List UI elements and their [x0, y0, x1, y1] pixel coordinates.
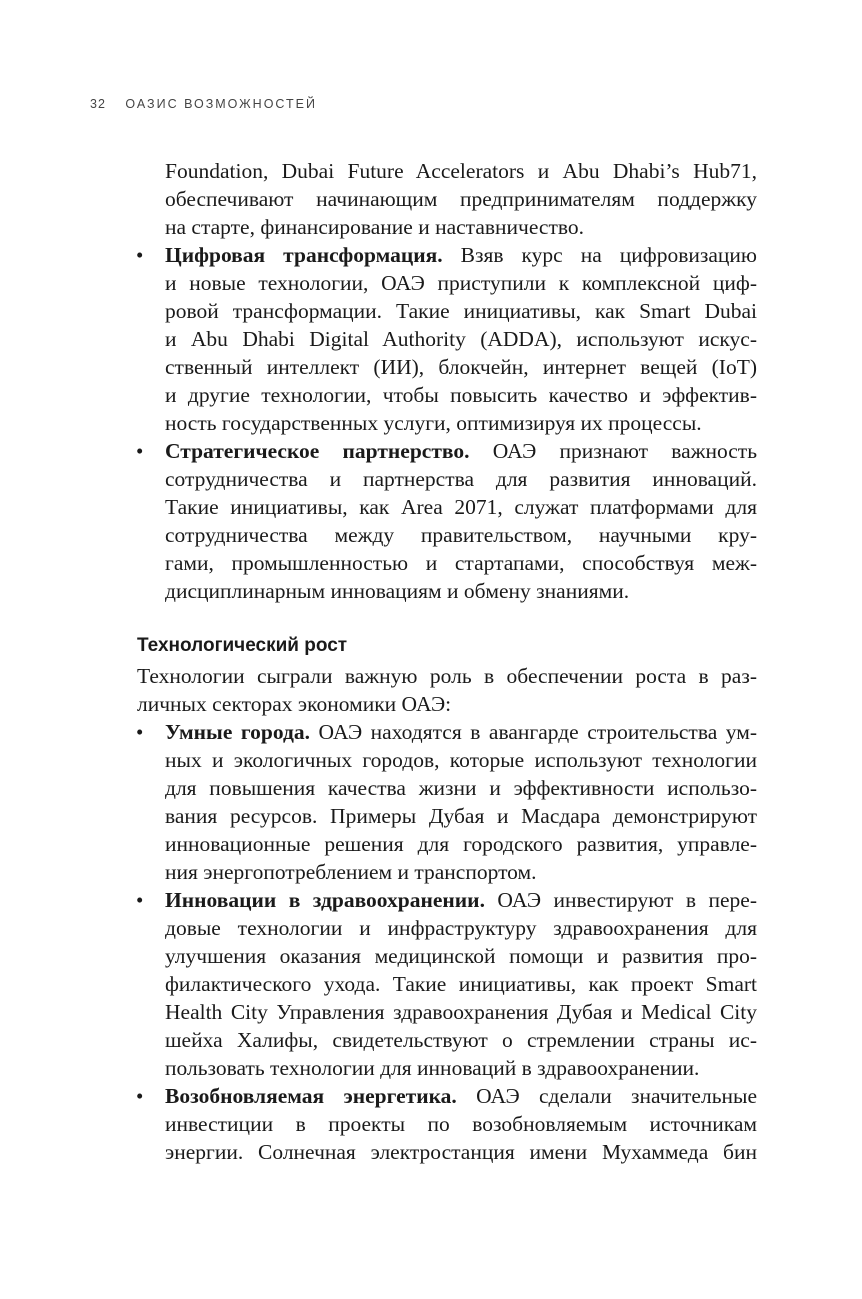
- list-item-first-line: [165, 437, 757, 465]
- text-run: ОАЭ находятся в авангарде строительства ум-: [309, 720, 757, 744]
- text-line: обеспечивают начинающим предпринимателям поддержку: [165, 187, 757, 211]
- text-line: Технологии сыграли важную роль в обеспечении роста в раз-: [137, 664, 757, 688]
- bullet-marker: •: [136, 1084, 144, 1108]
- text-line: шейха Халифы, свидетельствуют о стремлении страны ис-: [165, 1028, 757, 1052]
- text-line: улучшения оказания медицинской помощи и развития про-: [165, 944, 757, 968]
- text-line: энергии. Солнечная электростанция имени Мухаммеда бин: [165, 1140, 757, 1164]
- bullet-marker: •: [136, 439, 144, 463]
- term-partnership: Стратегическое партнерство.: [165, 439, 470, 463]
- text-line: гами, промышленностью и стартапами, способствуя меж-: [165, 551, 757, 575]
- bullet-marker: •: [136, 243, 144, 267]
- text-line: на старте, финансирование и наставничество.: [165, 215, 584, 239]
- bullet-marker: •: [136, 888, 144, 912]
- list-item-first-line: [165, 886, 757, 914]
- text-line: и новые технологии, ОАЭ приступили к комплексной циф-: [165, 271, 757, 295]
- text-line: филактического ухода. Такие инициативы, как проект Smart: [165, 972, 757, 996]
- term-health: Инновации в здравоохранении.: [165, 888, 485, 912]
- page-number: 32: [90, 97, 106, 111]
- text-line: ность государственных услуги, оптимизируя их процессы.: [165, 411, 702, 435]
- text-line: личных секторах экономики ОАЭ:: [137, 692, 452, 716]
- text-line: инвестиции в проекты по возобновляемым источникам: [165, 1112, 757, 1136]
- text-line: сотрудничества между правительством, научными кру-: [165, 523, 757, 547]
- bullet-marker: •: [136, 720, 144, 744]
- list-item-first-line: [165, 718, 757, 746]
- text-line: довые технологии и инфраструктуру здравоохранения для: [165, 916, 757, 940]
- text-run: ОАЭ сделали значительные: [456, 1084, 757, 1108]
- book-title: ОАЗИС ВОЗМОЖНОСТЕЙ: [125, 97, 317, 111]
- list-item-first-line: [165, 241, 757, 269]
- text-line: и Abu Dhabi Digital Authority (ADDA), используют искус-: [165, 327, 757, 351]
- text-line: ственный интеллект (ИИ), блокчейн, интернет вещей (IoT): [165, 355, 757, 379]
- section-heading: Технологический рост: [137, 635, 348, 656]
- text-line: ных и экологичных городов, которые используют технологии: [165, 748, 757, 772]
- term-digital: Цифровая трансформация.: [165, 243, 443, 267]
- text-line: пользовать технологии для инноваций в здравоохранении.: [165, 1056, 700, 1080]
- list-item-first-line: [165, 1082, 757, 1110]
- text-line: ровой трансформации. Такие инициативы, как Smart Dubai: [165, 299, 757, 323]
- text-line: вания ресурсов. Примеры Дубая и Масдара демонстрируют: [165, 804, 757, 828]
- text-line: сотрудничества и партнерства для развития инноваций.: [165, 467, 757, 491]
- text-line: ния энергопотреблением и транспортом.: [165, 860, 537, 884]
- text-line: для повышения качества жизни и эффективности использо-: [165, 776, 757, 800]
- term-cities: Умные города.: [165, 720, 310, 744]
- text-run: ОАЭ признают важность: [469, 439, 758, 463]
- text-line: Health City Управления здравоохранения Дубая и Medical City: [165, 1000, 757, 1024]
- text-line: и другие технологии, чтобы повысить качество и эффектив-: [165, 383, 757, 407]
- text-line: Foundation, Dubai Future Accelerators и Abu Dhabi’s Hub71,: [165, 159, 757, 183]
- running-head: [90, 97, 317, 111]
- text-line: Такие инициативы, как Area 2071, служат платформами для: [165, 495, 757, 519]
- text-line: дисциплинарным инновациям и обмену знаниями.: [165, 579, 630, 603]
- text-run: ОАЭ инвестируют в пере-: [484, 888, 757, 912]
- text-run: Взяв курс на цифровизацию: [442, 243, 757, 267]
- text-line: инновационные решения для городского развития, управле-: [165, 832, 757, 856]
- term-energy: Возобновляемая энергетика.: [165, 1084, 457, 1108]
